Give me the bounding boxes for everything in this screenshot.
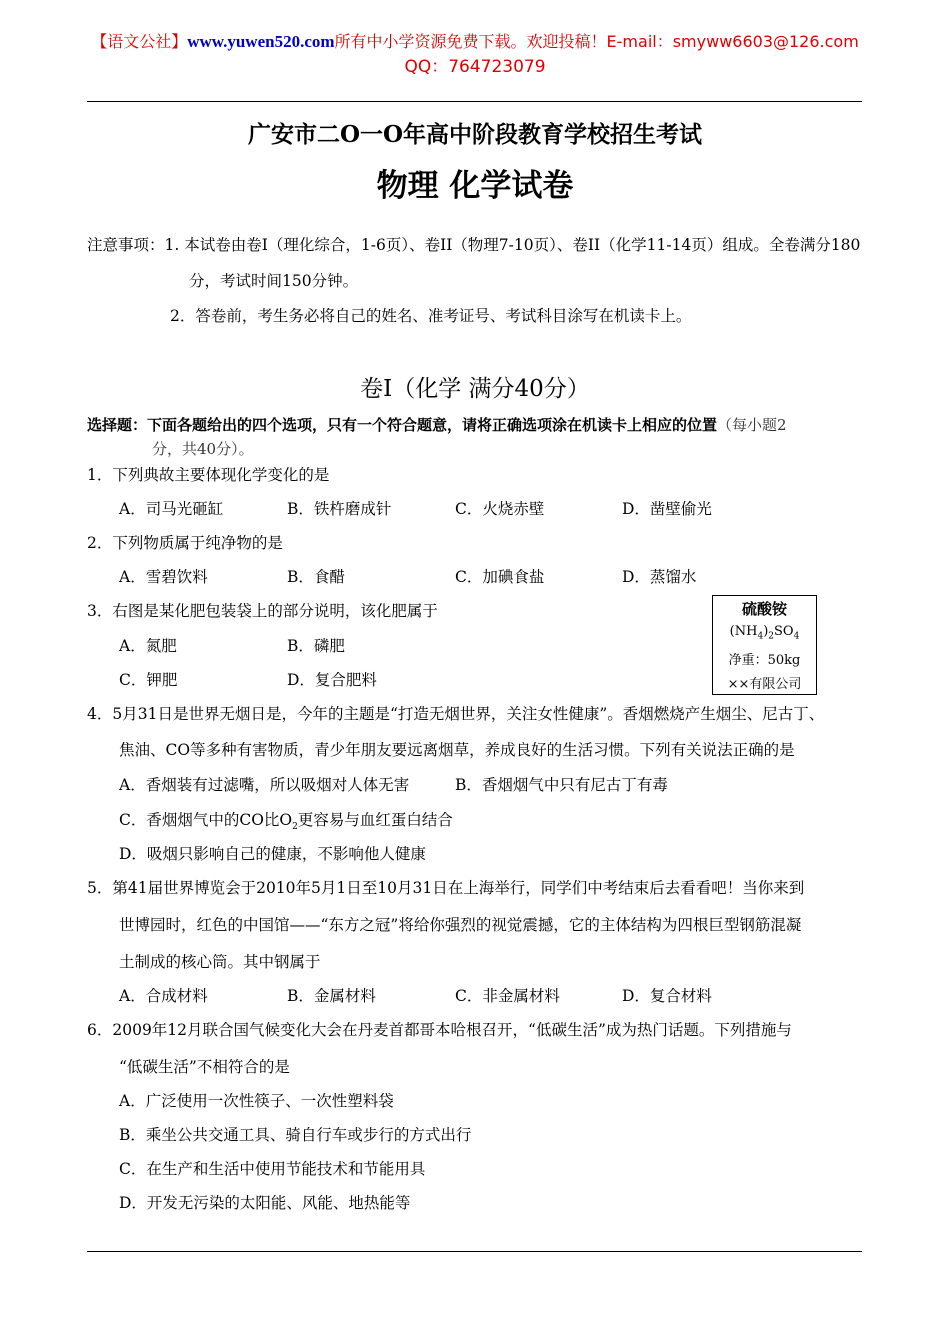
paper-title: 物理 化学试卷	[376, 168, 574, 204]
q2-option-b[interactable]: B．食醋	[287, 568, 345, 586]
q6-stem-line2: “低碳生活”不相符合的是	[119, 1058, 290, 1076]
q5-stem-line3: 土制成的核心筒。其中钢属于	[119, 953, 321, 971]
site-slogan: 所有中小学资源免费下载。欢迎投稿！E-mail：smyww6603@126.com	[334, 32, 859, 51]
notes-item2: 2．答卷前，考生务必将自己的姓名、准考证号、考试科目涂写在机读卡上。	[170, 307, 692, 325]
top-divider	[87, 101, 862, 102]
q5-option-b[interactable]: B．金属材料	[287, 987, 376, 1005]
fertilizer-weight: 净重：50kg	[728, 652, 801, 668]
q4-option-d[interactable]: D．吸烟只影响自己的健康，不影响他人健康	[119, 845, 426, 863]
q4-stem-line1: 4．5月31日是世界无烟日是，今年的主题是“打造无烟世界，关注女性健康”。香烟燃烧产生烟尘、尼古丁、	[87, 705, 825, 723]
q1-option-a[interactable]: A．司马光砸缸	[119, 500, 224, 518]
notes-label: 注意事项：	[87, 236, 165, 254]
bottom-divider	[87, 1251, 862, 1252]
fertilizer-label-box	[712, 595, 817, 695]
site-qq: QQ：764723079	[404, 57, 546, 77]
q1-option-c[interactable]: C．火烧赤壁	[455, 500, 545, 518]
notes-item1	[87, 233, 860, 255]
fertilizer-formula: $(NH_4)_2SO_4$	[729, 624, 800, 642]
q2-option-d[interactable]: D．蒸馏水	[622, 568, 697, 586]
site-header	[0, 29, 950, 52]
instruction-tail: （每小题2	[717, 416, 787, 434]
q2-option-a[interactable]: A．雪碧饮料	[119, 568, 208, 586]
instruction-label: 选择题：	[87, 416, 148, 434]
q6-option-a[interactable]: A．广泛使用一次性筷子、一次性塑料袋	[119, 1092, 394, 1110]
q1-option-d[interactable]: D．凿壁偷光	[622, 500, 712, 518]
q2-stem: 2．下列物质属于纯净物的是	[87, 534, 283, 552]
q6-option-d[interactable]: D．开发无污染的太阳能、风能、地热能等	[119, 1194, 411, 1212]
q1-option-b[interactable]: B．铁杵磨成针	[287, 500, 392, 518]
q3-option-a[interactable]: A．氮肥	[119, 637, 177, 655]
instruction-bold: 下面各题给出的四个选项，只有一个符合题意，请将正确选项涂在机读卡上相应的位置	[147, 416, 718, 434]
site-url-link[interactable]: www.yuwen520.com	[187, 32, 335, 51]
q5-stem-line2: 世博园时，红色的中国馆——“东方之冠”将给你强烈的视觉震撼，它的主体结构为四根巨型钢筋混凝	[119, 916, 802, 934]
q5-option-a[interactable]: A．合成材料	[119, 987, 208, 1005]
section-title: 卷I（化学 满分40分）	[360, 376, 590, 402]
q4-stem-line2: 焦油、CO等多种有害物质，青少年朋友要远离烟草，养成良好的生活习惯。下列有关说法正确的是	[119, 741, 795, 759]
q3-option-d[interactable]: D．复合肥料	[287, 671, 377, 689]
q6-stem-line1: 6．2009年12月联合国气候变化大会在丹麦首都哥本哈根召开，“低碳生活”成为热门话题。下列措施与	[87, 1021, 792, 1039]
fertilizer-company: ××有限公司	[727, 676, 802, 692]
exam-title: 广安市二O一O年高中阶段教育学校招生考试	[247, 121, 703, 148]
q3-stem: 3．右图是某化肥包装袋上的部分说明，该化肥属于	[87, 602, 438, 620]
q3-option-c[interactable]: C．钾肥	[119, 671, 178, 689]
q6-option-c[interactable]: C．在生产和生活中使用节能技术和节能用具	[119, 1160, 426, 1178]
q5-option-c[interactable]: C．非金属材料	[455, 987, 560, 1005]
q6-option-b[interactable]: B．乘坐公共交通工具、骑自行车或步行的方式出行	[119, 1126, 472, 1144]
instruction-cont: 分，共40分）。	[152, 440, 254, 458]
notes-item1-text: 1. 本试卷由卷I（理化综合，1-6页）、卷II（物理7-10页）、卷II（化学11-14页）组成。全卷满分180	[164, 236, 861, 254]
q3-option-b[interactable]: B．磷肥	[287, 637, 345, 655]
q5-option-d[interactable]: D．复合材料	[622, 987, 712, 1005]
fertilizer-name: 硫酸铵	[741, 600, 787, 618]
q4-option-a[interactable]: A．香烟装有过滤嘴，所以吸烟对人体无害	[119, 776, 410, 794]
site-bracket: 【语文公社】	[91, 32, 188, 51]
q1-stem: 1．下列典故主要体现化学变化的是	[87, 466, 330, 484]
instruction	[87, 414, 787, 435]
notes-item1-cont: 分，考试时间150分钟。	[189, 272, 359, 290]
q2-option-c[interactable]: C．加碘食盐	[455, 568, 545, 586]
q4-option-c[interactable]: C．香烟烟气中的CO比$O_2$更容易与血红蛋白结合	[119, 811, 453, 833]
q4-option-b[interactable]: B．香烟烟气中只有尼古丁有毒	[455, 776, 668, 794]
q5-stem-line1: 5．第41届世界博览会于2010年5月1日至10月31日在上海举行，同学们中考结束后去看看吧！当你来到	[87, 879, 805, 897]
